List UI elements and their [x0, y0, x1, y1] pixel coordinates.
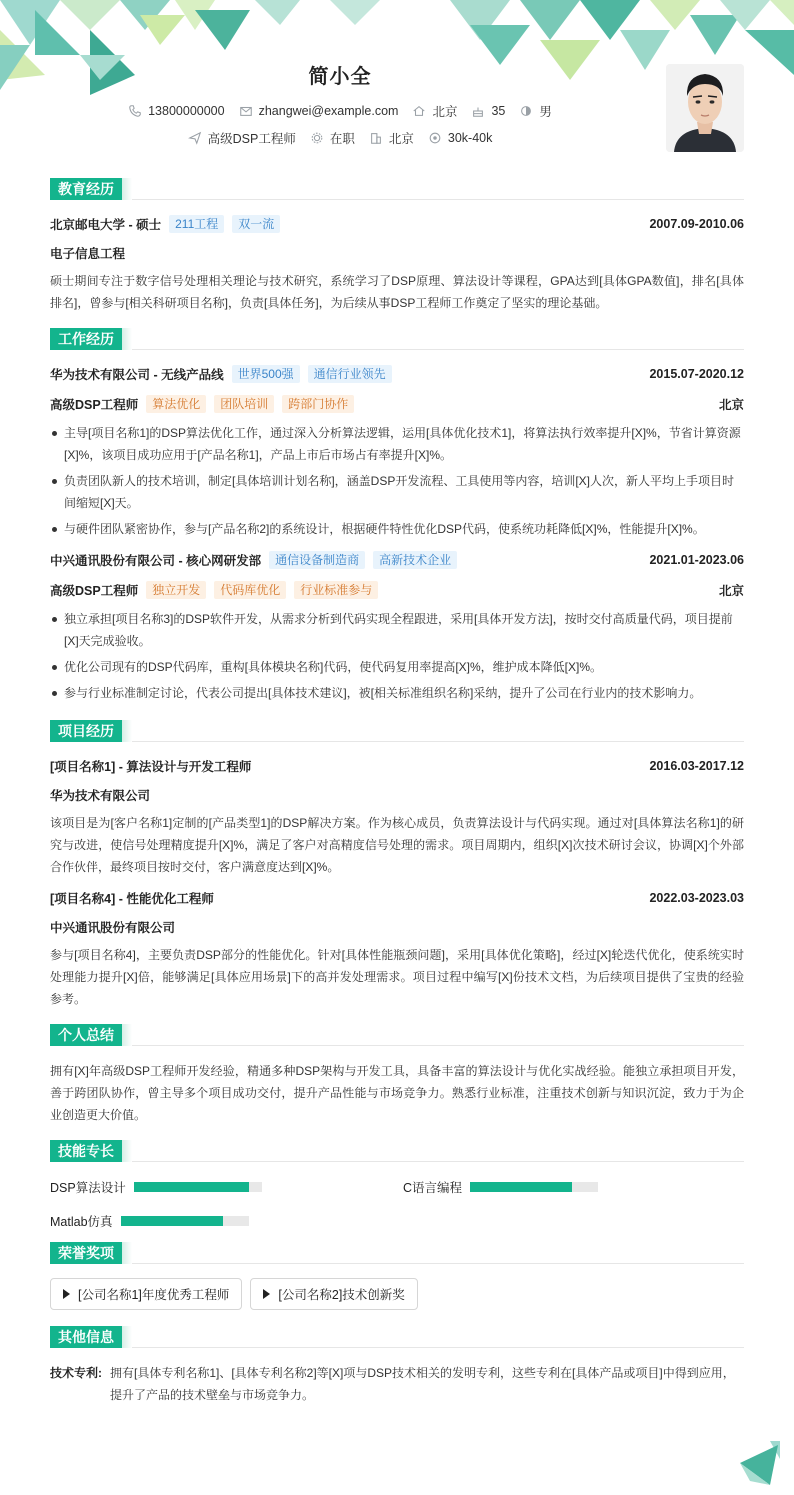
- company-name: 中兴通讯股份有限公司 - 核心网研发部: [50, 554, 262, 568]
- salary-value: 30k-40k: [447, 131, 493, 145]
- age-info: [471, 104, 505, 118]
- age-value: 35: [491, 104, 506, 118]
- project-company: 华为技术有限公司: [50, 789, 151, 803]
- work-bullet: 优化公司现有的DSP代码库，重构[具体模块名称]代码，使代码复用率提高[X]%，维护成本降低[X]%。: [50, 656, 744, 678]
- work-location: 北京: [718, 398, 744, 412]
- award-item: [250, 1278, 417, 1310]
- gender-info: [519, 102, 552, 120]
- awards-section-header: [50, 1242, 744, 1264]
- award-name: [公司名称2]技术创新奖: [278, 1288, 405, 1302]
- skill-fill: [134, 1182, 249, 1192]
- other-value: 拥有[具体专利名称1]、[具体专利名称2]等[X]项与DSP技术相关的发明专利，这些专利在[具体产品或项目]中得到应用，提升了产品的技术壁垒与市场竞争力。: [110, 1366, 735, 1402]
- skill-item: [50, 1178, 262, 1196]
- contact-row: [0, 102, 680, 120]
- role-tag: 行业标准参与: [294, 581, 378, 599]
- gender-value: 男: [539, 105, 552, 119]
- work-bullets: [50, 608, 744, 704]
- other-item: [50, 1362, 744, 1406]
- skills-list: [50, 1176, 744, 1242]
- other-title: 其他信息: [50, 1326, 122, 1348]
- skill-fill: [470, 1182, 572, 1192]
- home-icon: [412, 104, 426, 118]
- phone-info: [128, 104, 224, 118]
- school-name: 北京邮电大学 - 硕士: [50, 218, 162, 232]
- education-item: [50, 214, 744, 314]
- building-icon: [369, 131, 383, 145]
- work-bullet: 参与行业标准制定讨论，代表公司提出[具体技术建议]，被[相关标准组织名称]采纳，提升了公司在行业内的技术影响力。: [50, 682, 744, 704]
- work-item: [50, 550, 744, 704]
- skill-fill: [121, 1216, 223, 1226]
- resume-content: [50, 178, 744, 1406]
- awards-list: [50, 1278, 744, 1310]
- projects-title: 项目经历: [50, 720, 122, 742]
- role-tag: 跨部门协作: [282, 395, 354, 413]
- work-date: 2021.01-2023.06: [649, 553, 744, 567]
- project-company: 中兴通讯股份有限公司: [50, 921, 176, 935]
- skill-name: DSP算法设计: [50, 1181, 126, 1195]
- award-item: [50, 1278, 242, 1310]
- skill-item: [403, 1178, 598, 1196]
- role-name: 高级DSP工程师: [50, 584, 139, 598]
- summary-text: 拥有[X]年高级DSP工程师开发经验，精通多种DSP架构与开发工具，具备丰富的算法设计与优化实战经验。能独立承担项目开发，善于跨团队协作，曾主导多个项目成功交付，提升产品性能与市场竞争力。熟悉行业标准，注重技术创新与知识沉淀，致力于为企业创造更大价值。: [50, 1064, 744, 1122]
- role-tag: 算法优化: [146, 395, 206, 413]
- position-value: 高级DSP工程师: [207, 132, 296, 146]
- other-section-header: [50, 1326, 744, 1348]
- awards-title: 荣誉奖项: [50, 1242, 122, 1264]
- project-date: 2022.03-2023.03: [649, 891, 744, 905]
- education-date: 2007.09-2010.06: [649, 217, 744, 231]
- skills-section-header: [50, 1140, 744, 1162]
- skill-bar: [121, 1216, 249, 1226]
- hometown-info: [412, 102, 457, 120]
- corner-decoration: [740, 1441, 780, 1485]
- status-value: 在职: [329, 132, 355, 146]
- work-bullet: 独立承担[项目名称3]的DSP软件开发，从需求分析到代码实现全程跟进，采用[具体开发方法]，按时交付高质量代码，项目提前[X]天完成验收。: [50, 608, 744, 652]
- candidate-name: 简小全: [308, 66, 372, 88]
- other-key: 技术专利:: [50, 1366, 102, 1380]
- education-section-header: [50, 178, 744, 200]
- city-info: [369, 129, 414, 147]
- project-description: 参与[项目名称4]，主要负责DSP部分的性能优化。针对[具体性能瓶颈问题]，采用[具体优化策略]，经过[X]轮迭代优化，使系统实时处理能力提升[X]倍，能够满足[具体应用场景]下的高并发处理需求。项目过程中编写[X]份技术文档，为后续项目提供了宝贵的经验参考。: [50, 948, 744, 1006]
- project-item: [50, 756, 744, 878]
- salary-info: [428, 131, 492, 145]
- skill-item: [50, 1212, 249, 1230]
- work-section-header: [50, 328, 744, 350]
- gender-icon: [519, 104, 533, 118]
- project-item: [50, 888, 744, 1010]
- summary-section-header: [50, 1024, 744, 1046]
- company-tag: 高新技术企业: [373, 551, 457, 569]
- company-tag: 世界500强: [232, 365, 300, 383]
- education-title: 教育经历: [50, 178, 122, 200]
- work-bullet: 主导[项目名称1]的DSP算法优化工作，通过深入分析算法逻辑，运用[具体优化技术1]，将算法执行效率提升[X]%，节省计算资源[X]%，该项目成功应用于[产品名称1]，产品上市后市场占有率提升[X]%。: [50, 422, 744, 466]
- role-tag: 独立开发: [146, 581, 206, 599]
- project-name: [项目名称1] - 算法设计与开发工程师: [50, 760, 252, 774]
- avatar: [666, 64, 744, 152]
- major-name: 电子信息工程: [50, 247, 126, 261]
- skill-bar: [470, 1182, 598, 1192]
- education-description: 硕士期间专注于数字信号处理相关理论与技术研究，系统学习了DSP原理、算法设计等课程，GPA达到[具体GPA数值]，排名[具体排名]，曾参与[相关科研项目名称]，负责[具体任务]，为后续从事DSP工程师工作奠定了坚实的理论基础。: [50, 274, 744, 310]
- coin-icon: [428, 131, 442, 145]
- school-tag: 双一流: [232, 215, 280, 233]
- work-item: [50, 364, 744, 540]
- role-name: 高级DSP工程师: [50, 398, 139, 412]
- company-name: 华为技术有限公司 - 无线产品线: [50, 368, 224, 382]
- role-tag: 团队培训: [214, 395, 274, 413]
- role-tag: 代码库优化: [214, 581, 286, 599]
- skill-name: Matlab仿真: [50, 1215, 113, 1229]
- hometown-value: 北京: [432, 105, 458, 119]
- email-info: [239, 104, 399, 118]
- school-tag: 211工程: [169, 215, 224, 233]
- work-bullets: [50, 422, 744, 540]
- phone-icon: [128, 104, 142, 118]
- skills-title: 技能专长: [50, 1140, 122, 1162]
- project-description: 该项目是为[客户名称1]定制的[产品类型1]的DSP解决方案。作为核心成员，负责算法设计与代码实现。通过对[具体算法名称1]的研究与改进，使信号处理精度提升[X]%，满足了客户对高精度信号处理的需求。项目周期内，组织[X]次技术研讨会议，协调[X]个外部合作伙伴，最终项目按时交付，客户满意度达到[X]%。: [50, 816, 744, 874]
- skill-bar: [134, 1182, 262, 1192]
- city-value: 北京: [388, 132, 414, 146]
- company-tag: 通信设备制造商: [269, 551, 365, 569]
- position-info: [188, 129, 296, 147]
- triangle-icon: [263, 1289, 270, 1299]
- send-icon: [188, 131, 202, 145]
- work-title: 工作经历: [50, 328, 122, 350]
- status-info: [310, 129, 355, 147]
- job-intent-row: [0, 129, 680, 147]
- work-location: 北京: [718, 584, 744, 598]
- project-name: [项目名称4] - 性能优化工程师: [50, 892, 214, 906]
- mail-icon: [239, 104, 253, 118]
- email-value: zhangwei@example.com: [258, 104, 399, 118]
- award-name: [公司名称1]年度优秀工程师: [78, 1288, 230, 1302]
- work-bullet: 与硬件团队紧密协作，参与[产品名称2]的系统设计，根据硬件特性优化DSP代码，使系统功耗降低[X]%，性能提升[X]%。: [50, 518, 744, 540]
- project-date: 2016.03-2017.12: [649, 759, 744, 773]
- skill-name: C语言编程: [403, 1181, 463, 1195]
- triangle-icon: [63, 1289, 70, 1299]
- work-bullet: 负责团队新人的技术培训，制定[具体培训计划名称]，涵盖DSP开发流程、工具使用等内容，培训[X]人次，新人平均上手项目时间缩短[X]天。: [50, 470, 744, 514]
- work-date: 2015.07-2020.12: [649, 367, 744, 381]
- projects-section-header: [50, 720, 744, 742]
- gear-icon: [310, 131, 324, 145]
- company-tag: 通信行业领先: [308, 365, 392, 383]
- cake-icon: [471, 104, 485, 118]
- phone-value: 13800000000: [148, 104, 225, 118]
- summary-title: 个人总结: [50, 1024, 122, 1046]
